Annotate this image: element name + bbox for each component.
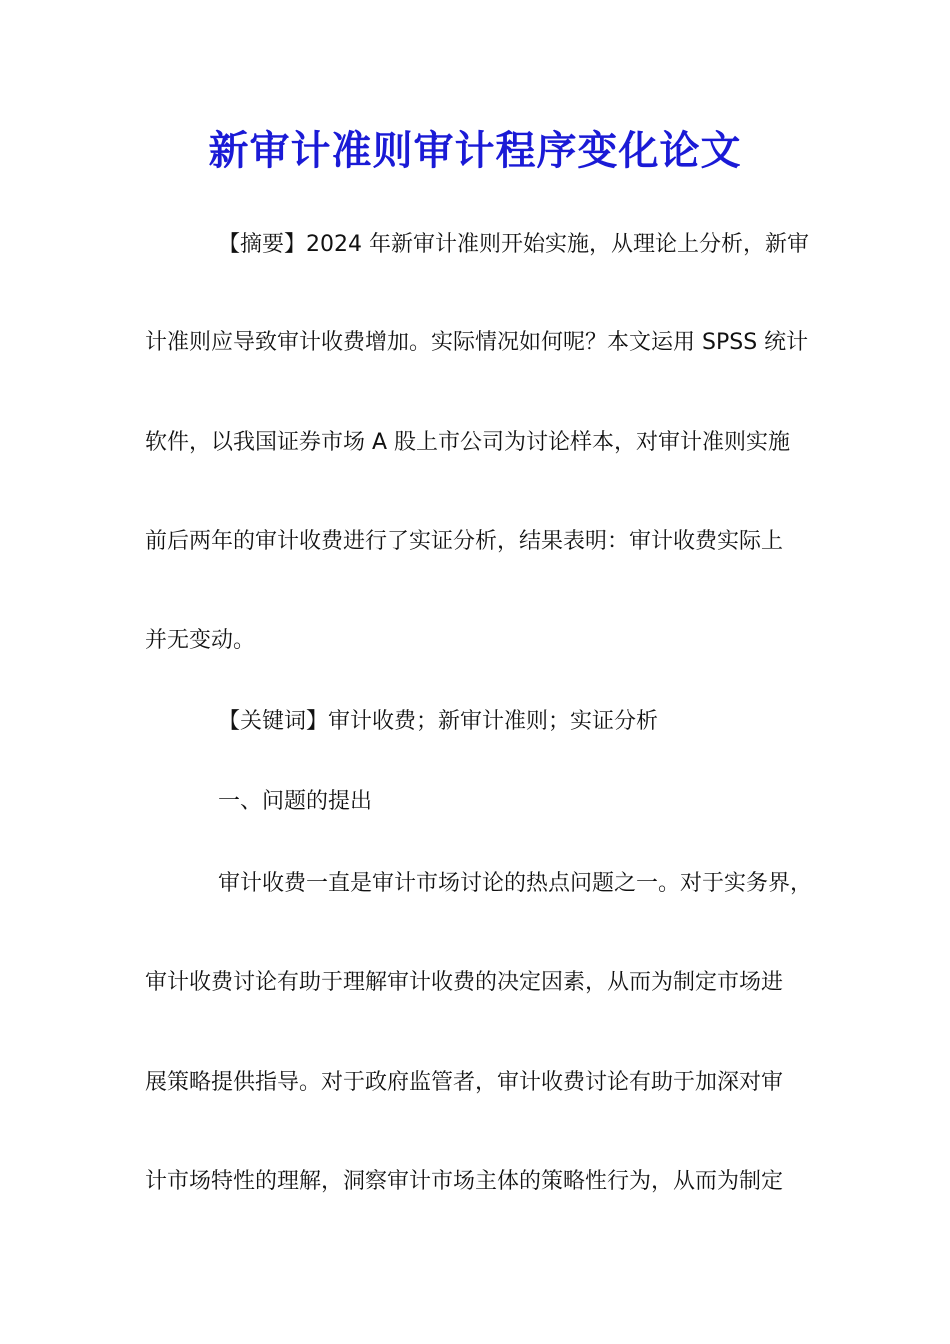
abstract-line-3: 软件，以我国证券市场 A 股上市公司为讨论样本，对审计准则实施 bbox=[145, 430, 791, 455]
abstract-line-1: 【摘要】2024 年新审计准则开始实施，从理论上分析，新审 bbox=[218, 232, 809, 257]
abstract-line-4: 前后两年的审计收费进行了实证分析，结果表明：审计收费实际上 bbox=[145, 529, 784, 554]
abstract-line-5: 并无变动。 bbox=[145, 628, 256, 653]
abstract-line-2: 计准则应导致审计收费增加。实际情况如何呢？本文运用 SPSS 统计 bbox=[145, 330, 809, 355]
body-line-2: 审计收费讨论有助于理解审计收费的决定因素，从而为制定市场进 bbox=[145, 970, 784, 995]
document-title: 新审计准则审计程序变化论文 bbox=[208, 127, 742, 174]
body-line-3: 展策略提供指导。对于政府监管者，审计收费讨论有助于加深对审 bbox=[145, 1070, 784, 1095]
section-heading: 一、问题的提出 bbox=[218, 789, 373, 814]
body-line-1: 审计收费一直是审计市场讨论的热点问题之一。对于实务界， bbox=[218, 871, 813, 896]
keywords-line: 【关键词】审计收费；新审计准则；实证分析 bbox=[218, 709, 659, 734]
body-line-4: 计市场特性的理解，洞察审计市场主体的策略性行为，从而为制定 bbox=[145, 1169, 784, 1194]
